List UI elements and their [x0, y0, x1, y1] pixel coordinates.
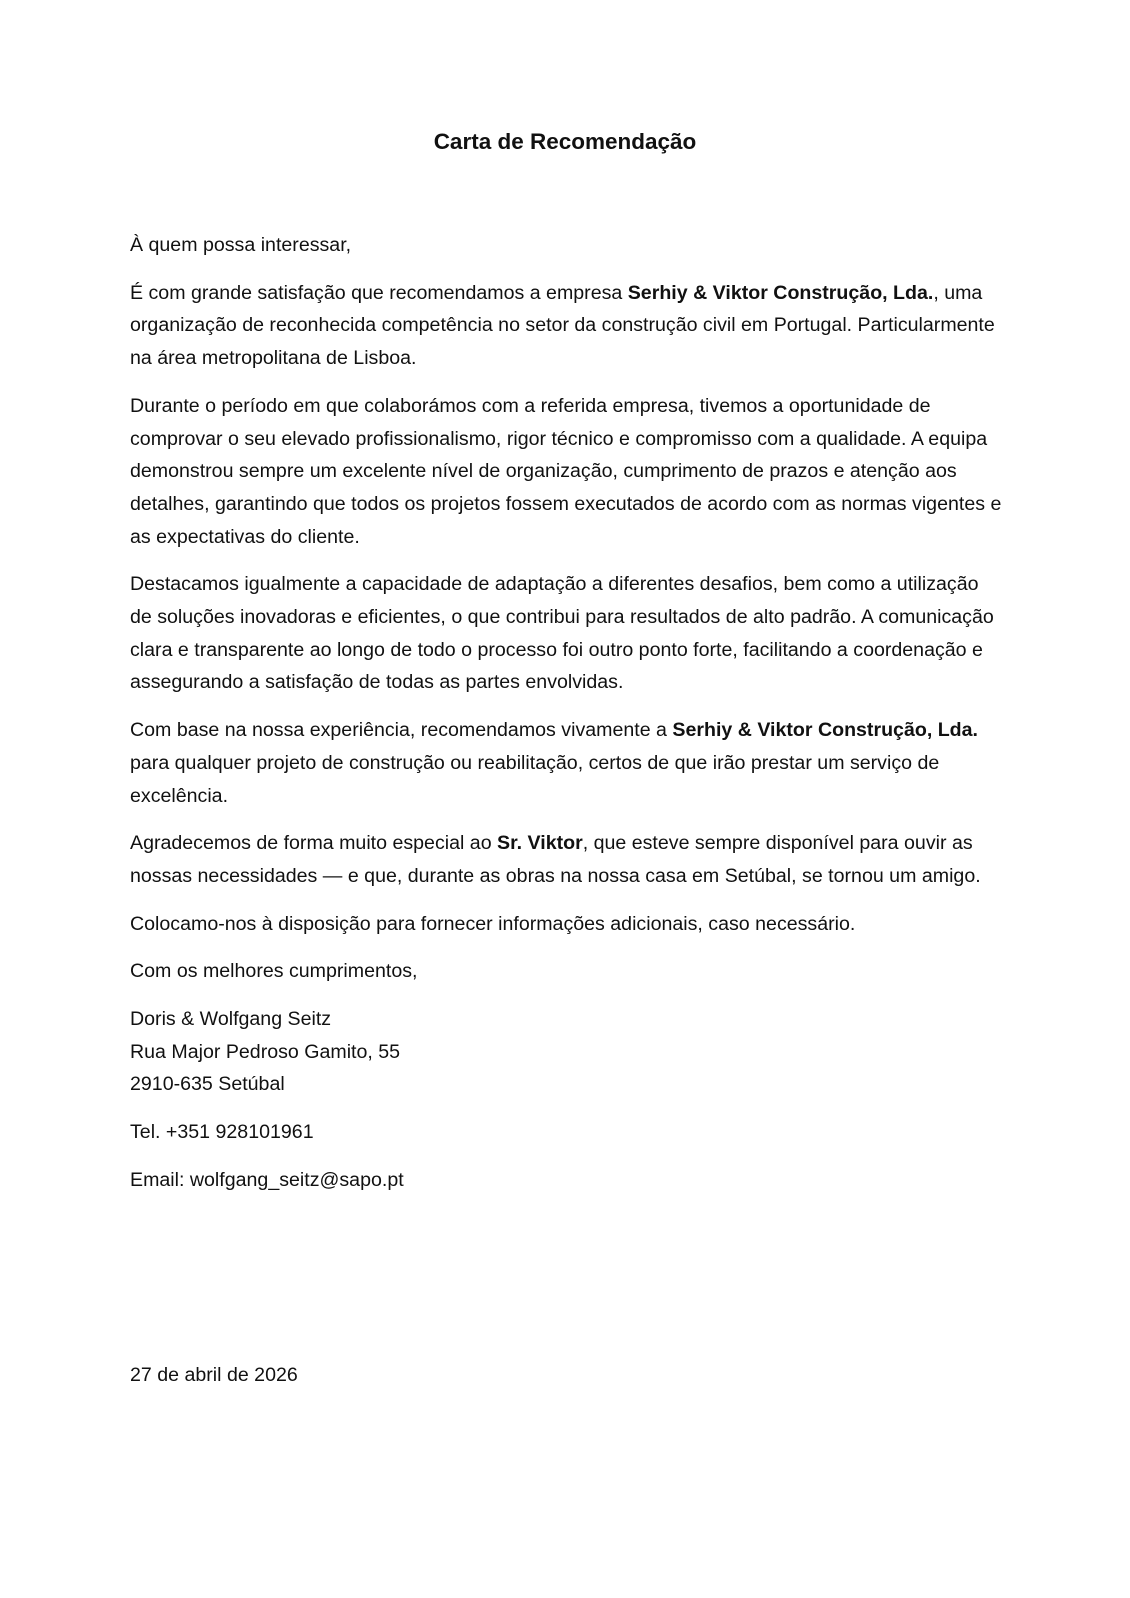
paragraph-text: para qualquer projeto de construção ou reabilitação, certos de que irão prestar um serviço de excelência.	[130, 751, 940, 807]
letter-body	[130, 229, 1005, 1212]
paragraph-recommendation	[130, 714, 1005, 812]
paragraph-text: , uma organização de reconhecida competência no setor da construção civil em Portugal. Particularmente na área metropolitana de Lisboa.	[130, 281, 995, 370]
closing: Com os melhores cumprimentos,	[130, 960, 418, 983]
letter-title: Carta de Recomendação	[433, 129, 697, 154]
email-address: Email: wolfgang_seitz@sapo.pt	[130, 1168, 404, 1191]
paragraph-text: Com base na nossa experiência, recomendamos vivamente a	[130, 719, 673, 742]
paragraph-text: , que esteve sempre disponível para ouvir as nossas necessidades — e que, durante as obras na nossa casa em Setúbal, se tornou um amigo.	[130, 832, 981, 887]
paragraph-thanks	[130, 827, 1005, 892]
paragraph-text: Agradecemos de forma muito especial ao	[130, 832, 498, 855]
paragraph-text: É com grande satisfação que recomendamos a empresa	[130, 281, 628, 304]
person-name: Sr. Viktor	[497, 832, 583, 855]
company-name: Serhiy & Viktor Construção, Lda.	[627, 281, 934, 304]
signature-city: 2910-635 Setúbal	[130, 1073, 285, 1096]
signature-names: Doris & Wolfgang Seitz	[130, 1008, 332, 1031]
paragraph-collaboration: Durante o período em que colaborámos com a referida empresa, tivemos a oportunidade de comprovar o seu elevado profissionalismo, rigor técnico e compromisso com a qualidade. A equipa demonstrou sempre um excelente nível de organização, cumprimento de prazos e atenção aos detalhes, garantindo que todos os projetos fossem executados de acordo com as normas vigentes e as expectativas do cliente.	[130, 394, 1002, 548]
signature-block	[130, 1003, 1005, 1101]
salutation: À quem possa interessar,	[130, 234, 352, 256]
phone-number: Tel. +351 928101961	[130, 1121, 314, 1144]
paragraph-introduction	[130, 277, 1005, 375]
paragraph-highlights: Destacamos igualmente a capacidade de adaptação a diferentes desafios, bem como a utilização de soluções inovadoras e eficientes, o que contribui para resultados de alto padrão. A comunicação clara e transparente ao longo de todo o processo foi outro ponto forte, facilitando a coordenação e assegurando a satisfação de todas as partes envolvidas.	[130, 573, 994, 694]
paragraph-availability: Colocamo-nos à disposição para fornecer informações adicionais, caso necessário.	[130, 912, 856, 935]
signature-street: Rua Major Pedroso Gamito, 55	[130, 1040, 401, 1063]
letter-date: 27 de abril de 2026	[130, 1364, 298, 1386]
company-name: Serhiy & Viktor Construção, Lda.	[672, 719, 978, 742]
